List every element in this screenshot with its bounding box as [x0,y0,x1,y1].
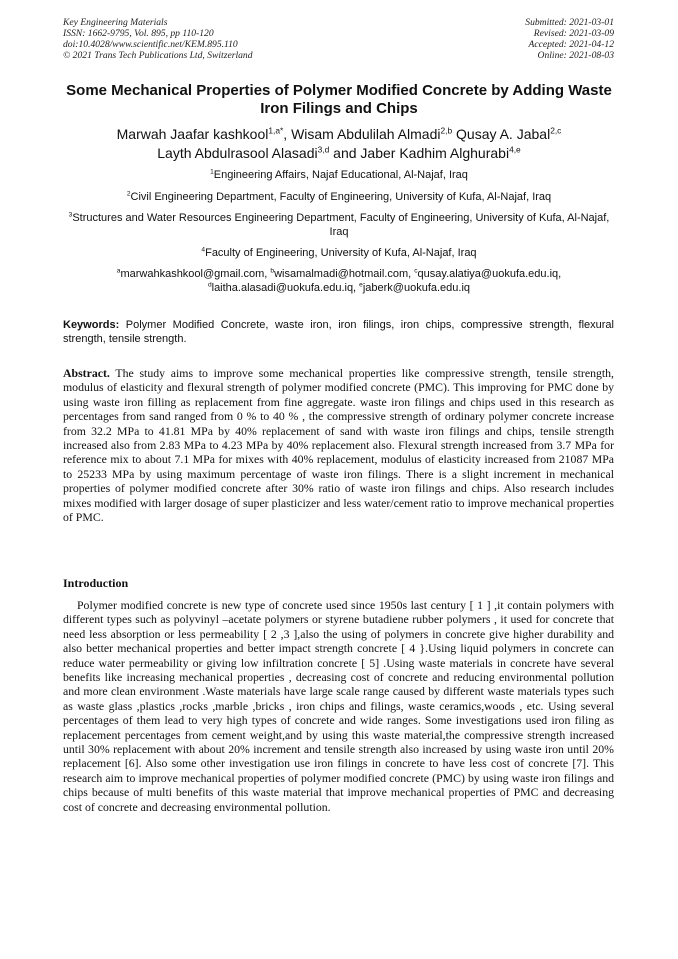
abstract-text: The study aims to improve some mechanical properties like compressive strength, tensile strength, modulus of elasticity and flexural strength of polymer modified concrete (PMC). This improving for PMC done by using waste iron filling as replacement from fine aggregate. waste iron filings and chips used in this research as percentages from sand ranged from 0 % to 40 % , the compressive strength of ordinary polymer concrete increase from 32.2 MPa to 41.81 MPa by 40% replacement of sand with waste iron filings and chips, tensile strength increased also from 2.83 MPa to 4.23 MPa by 40% replacement also. Flexural strength increased from 3.7 MPa for reference mix to about 7.1 MPa for mixes with 40% replacement, modulus of elasticity increased from 21087 MPa to 25233 MPa by using maximum percentage of waste iron filings. There is a slight increment in mechanical properties of polymer modified concrete after 30% ratio of waste iron filings and chips. Also research includes mixes modified with larger dosage of super plasticizer and less water/cement ratio to improve mechanical properties of PMC. [63,366,614,525]
journal-header [63,17,253,61]
email-link[interactable]: $^a$marwahkashkool@gmail.com, [116,267,271,280]
keywords-label: Keywords: [63,319,120,331]
date-online: Online: 2021-08-03 [537,50,614,61]
affiliation: $^4$Faculty of Engineering, University of Kufa, Al-Najaf, Iraq [201,246,477,259]
abstract [63,366,614,524]
affiliation: $^3$Structures and Water Resources Engineering Department, Faculty of Engineering, University of Kufa, Al-Najaf, Iraq [68,211,610,238]
email-link[interactable]: $^e$jaberk@uokufa.edu.iq [359,281,471,294]
date-revised: Revised: 2021-03-09 [533,28,614,39]
section-heading-introduction: Introduction [63,576,129,590]
date-submitted: Submitted: 2021-03-01 [525,17,614,28]
keywords-text: Polymer Modified Concrete, waste iron, iron filings, iron chips, compressive strength, flexural strength, tensile strength. [63,319,614,345]
paper-title: Some Mechanical Properties of Polymer Modified Concrete by Adding Waste Iron Filings and Chips [66,82,612,117]
author: Wisam Abdulilah Almadi$^{2,b}$ [291,125,453,142]
email-link[interactable]: $^d$laitha.alasadi@uokufa.edu.iq, [207,281,360,294]
author: Qusay A. Jabal$^{2,c}$ [456,125,562,142]
abstract-label: Abstract. [63,366,110,380]
journal-name: Key Engineering Materials [63,17,168,28]
email-link[interactable]: $^c$qusay.alatiya@uokufa.edu.iq, [414,267,562,280]
introduction-paragraph: Polymer modified concrete is new type of concrete used since 1950s last century [ 1 ] ,it contain polymers with different types such as polyvinyl –acetate polymers or styrene butadiene rubber polymers , it used for concrete that need less absorption or less permeability [ 2 ,3 ],also the using of polymers in concrete give higher durability and also better mechanical properties and better impact strength concrete [ 4 }.Using liquid polymers in concrete can reduce water permeability or giving low infiltration concrete [ 5] .Using waste materials in concrete have several benefits like increasing mechanical properties , decreasing cost of concrete and reducing environmental pollution and more clean environment .Waste materials have large scale range caused by different waste materials types such as waste glass ,plastics ,rocks ,marble ,bricks , iron chips and filings, waste ceramics,woods , etc. Using several percentages of them lead to very high types of concrete and wide ranges. Some investigations used iron filing as replacement percentages from cement weight,and by using this waste material,the compressive strength increased until 30% replacement with about 20% increment and tensile strength also increased by using waste iron until 20% replacement [6]. Also some other investigation use iron filings in concrete to have less cost of concrete [7]. This research aim to improve mechanical properties of polymer modified concrete (PMC) by using waste iron filings and chips because of multi benefits of this waste material that improve mechanical properties of PMC and decreasing cost of concrete and decreasing environmental pollution. [63,598,614,814]
author: Jaber Kadhim Alghurabi$^{4,e}$ [360,144,521,161]
email-list [60,267,618,295]
affiliation: $^2$Civil Engineering Department, Faculty of Engineering, University of Kufa, Al-Najaf, Iraq [126,190,552,203]
journal-issn: ISSN: 1662-9795, Vol. 895, pp 110-120 [63,28,214,39]
date-accepted: Accepted: 2021-04-12 [528,39,614,50]
author-list [60,125,618,163]
author: Marwah Jaafar kashkool$^{1,a*}$, [116,125,292,142]
affiliation: $^1$Engineering Affairs, Najaf Educational, Al-Najaf, Iraq [210,168,468,181]
author: Layth Abdulrasool Alasadi$^{3,d}$ and [157,144,361,161]
journal-copyright: © 2021 Trans Tech Publications Ltd, Switzerland [63,50,253,61]
keywords [63,318,614,346]
email-link[interactable]: $^b$wisamalmadi@hotmail.com, [270,267,415,280]
dates-header [525,17,614,61]
journal-doi: doi:10.4028/www.scientific.net/KEM.895.110 [63,39,238,50]
